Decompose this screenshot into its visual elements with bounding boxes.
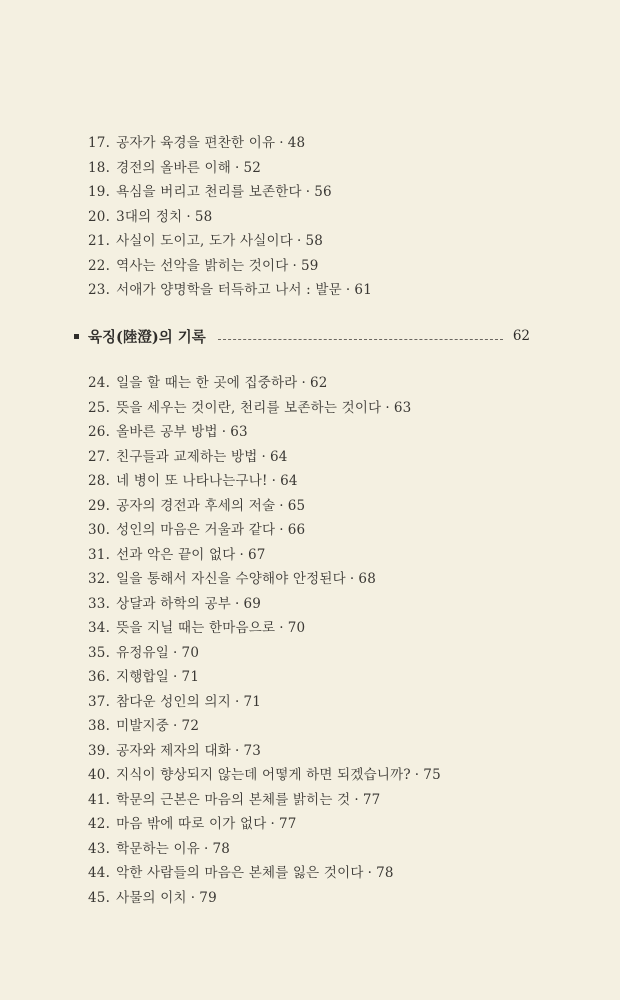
entry-number: 37. bbox=[88, 693, 111, 710]
toc-entry bbox=[88, 469, 568, 494]
entry-separator: · bbox=[221, 424, 227, 440]
entry-separator: · bbox=[204, 840, 209, 857]
entry-page: 59 bbox=[300, 257, 319, 274]
entry-title: 뜻을 세우는 것이란, 천리를 보존하는 것이다 bbox=[116, 399, 382, 416]
entry-page: 73 bbox=[243, 742, 262, 759]
toc-entry bbox=[88, 420, 568, 445]
entry-separator: · bbox=[235, 693, 240, 710]
entry-title: 공자가 육경을 편찬한 이유 bbox=[116, 135, 276, 151]
entry-number: 39. bbox=[88, 742, 111, 759]
entry-page: 48 bbox=[287, 135, 306, 151]
entry-separator: · bbox=[235, 595, 240, 612]
entry-title: 지행합일 bbox=[116, 669, 170, 685]
entry-separator: · bbox=[279, 497, 284, 514]
entry-separator: · bbox=[270, 816, 275, 832]
entry-title: 학문하는 이유 bbox=[116, 840, 201, 857]
entry-number: 26. bbox=[88, 424, 111, 440]
entry-page: 71 bbox=[181, 669, 200, 685]
entry-page: 65 bbox=[287, 497, 306, 514]
toc-list-top bbox=[88, 131, 568, 303]
toc-entry bbox=[88, 180, 568, 205]
toc-entry bbox=[88, 567, 568, 592]
entry-title: 3대의 정치 bbox=[116, 208, 183, 225]
entry-title: 선과 악은 끝이 없다 bbox=[116, 546, 236, 563]
entry-number: 36. bbox=[88, 669, 111, 685]
toc-entry bbox=[88, 254, 568, 279]
section-page: 62 bbox=[512, 328, 530, 344]
entry-page: 64 bbox=[269, 448, 288, 465]
entry-page: 56 bbox=[314, 184, 332, 200]
entry-number: 32. bbox=[88, 571, 111, 587]
entry-title: 경전의 올바른 이해 bbox=[116, 159, 231, 176]
entry-page: 61 bbox=[354, 282, 372, 298]
toc-entry bbox=[88, 592, 568, 617]
entry-page: 58 bbox=[194, 208, 213, 225]
toc-entry bbox=[88, 494, 568, 519]
entry-page: 71 bbox=[243, 693, 262, 710]
dot-leader bbox=[218, 339, 503, 340]
toc-entry bbox=[88, 739, 568, 764]
entry-number: 19. bbox=[88, 184, 111, 200]
entry-separator: · bbox=[235, 742, 240, 759]
toc-entry bbox=[88, 714, 568, 739]
entry-number: 43. bbox=[88, 840, 111, 857]
entry-separator: · bbox=[354, 791, 359, 808]
entry-page: 78 bbox=[212, 840, 231, 857]
entry-page: 58 bbox=[305, 233, 324, 249]
entry-page: 77 bbox=[362, 791, 381, 808]
toc-entry bbox=[88, 788, 568, 813]
toc-entry bbox=[88, 445, 568, 470]
entry-number: 23. bbox=[88, 282, 111, 298]
entry-title: 성인의 마음은 거울과 같다 bbox=[116, 522, 276, 538]
toc-entry bbox=[88, 278, 568, 303]
entry-number: 40. bbox=[88, 767, 111, 783]
toc-entry bbox=[88, 229, 568, 254]
entry-separator: · bbox=[279, 135, 284, 151]
entry-number: 20. bbox=[88, 208, 111, 225]
toc-entry bbox=[88, 763, 568, 788]
entry-title: 미발지중 bbox=[116, 718, 170, 734]
entry-separator: · bbox=[279, 522, 284, 538]
entry-number: 29. bbox=[88, 497, 111, 514]
entry-separator: · bbox=[173, 669, 178, 685]
entry-page: 70 bbox=[287, 620, 306, 636]
entry-title: 욕심을 버리고 천리를 보존한다 bbox=[116, 184, 302, 200]
entry-number: 28. bbox=[88, 473, 111, 489]
entry-separator: · bbox=[186, 208, 191, 225]
entry-title: 상달과 하학의 공부 bbox=[116, 595, 231, 612]
entry-separator: · bbox=[292, 257, 297, 274]
entry-title: 일을 할 때는 한 곳에 집중하라 bbox=[116, 375, 298, 391]
entry-title: 서애가 양명학을 터득하고 나서 : 발문 bbox=[116, 282, 342, 298]
entry-title: 친구들과 교제하는 방법 bbox=[116, 448, 258, 465]
entry-title: 올바른 공부 방법 bbox=[116, 424, 218, 440]
section-bullet-icon bbox=[74, 334, 79, 339]
entry-page: 63 bbox=[393, 399, 412, 416]
entry-separator: · bbox=[296, 233, 302, 249]
entry-number: 35. bbox=[88, 644, 111, 661]
entry-number: 22. bbox=[88, 257, 111, 274]
entry-number: 34. bbox=[88, 620, 111, 636]
entry-page: 63 bbox=[230, 424, 248, 440]
entry-separator: · bbox=[235, 159, 240, 176]
entry-page: 75 bbox=[423, 767, 441, 783]
toc-entry bbox=[88, 518, 568, 543]
entry-number: 33. bbox=[88, 595, 111, 612]
entry-number: 41. bbox=[88, 791, 111, 808]
entry-number: 18. bbox=[88, 159, 111, 176]
entry-separator: · bbox=[305, 184, 311, 200]
entry-title: 지식이 향상되지 않는데 어떻게 하면 되겠습니까? bbox=[116, 767, 411, 783]
entry-number: 27. bbox=[88, 448, 111, 465]
entry-number: 31. bbox=[88, 546, 111, 563]
toc-entry bbox=[88, 371, 568, 396]
entry-page: 78 bbox=[376, 865, 394, 881]
toc-entry bbox=[88, 641, 568, 666]
entry-separator: · bbox=[301, 375, 306, 391]
entry-page: 70 bbox=[181, 644, 200, 661]
toc-entry bbox=[88, 812, 568, 837]
toc-entry bbox=[88, 837, 568, 862]
toc-entry bbox=[88, 131, 568, 156]
toc-entry bbox=[88, 396, 568, 421]
entry-page: 62 bbox=[309, 375, 328, 391]
entry-number: 45. bbox=[88, 889, 111, 906]
entry-separator: · bbox=[173, 644, 178, 661]
entry-number: 44. bbox=[88, 865, 111, 881]
entry-title: 학문의 근본은 마음의 본체를 밝히는 것 bbox=[116, 791, 351, 808]
entry-title: 역사는 선악을 밝히는 것이다 bbox=[116, 257, 289, 274]
entry-separator: · bbox=[349, 571, 355, 587]
entry-number: 38. bbox=[88, 718, 111, 734]
toc-entry bbox=[88, 616, 568, 641]
entry-page: 52 bbox=[243, 159, 262, 176]
entry-title: 악한 사람들의 마음은 본체를 잃은 것이다 bbox=[116, 865, 364, 881]
toc-entry bbox=[88, 690, 568, 715]
entry-title: 공자와 제자의 대화 bbox=[116, 742, 231, 759]
entry-page: 79 bbox=[199, 889, 217, 906]
entry-page: 67 bbox=[247, 546, 266, 563]
entry-number: 24. bbox=[88, 375, 111, 391]
entry-separator: · bbox=[345, 282, 351, 298]
entry-title: 마음 밖에 따로 이가 없다 bbox=[116, 816, 267, 832]
toc-entry bbox=[88, 205, 568, 230]
toc-entry bbox=[88, 665, 568, 690]
entry-separator: · bbox=[385, 399, 390, 416]
entry-page: 64 bbox=[280, 473, 298, 489]
entry-separator: · bbox=[173, 718, 178, 734]
entry-title: 사물의 이치 bbox=[116, 889, 187, 906]
entry-title: 사실이 도이고, 도가 사실이다 bbox=[116, 233, 293, 249]
toc-entry bbox=[88, 543, 568, 568]
entry-separator: · bbox=[367, 865, 373, 881]
entry-page: 77 bbox=[278, 816, 297, 832]
entry-page: 69 bbox=[243, 595, 262, 612]
entry-title: 유정유일 bbox=[116, 644, 170, 661]
entry-title: 네 병이 또 나타나는구나! bbox=[116, 473, 268, 489]
toc-entry bbox=[88, 886, 568, 911]
toc-entry bbox=[88, 861, 568, 886]
section-heading bbox=[74, 324, 530, 348]
entry-number: 30. bbox=[88, 522, 111, 538]
entry-separator: · bbox=[239, 546, 244, 563]
entry-page: 66 bbox=[287, 522, 306, 538]
entry-separator: · bbox=[261, 448, 266, 465]
entry-number: 21. bbox=[88, 233, 111, 249]
toc-list-bottom bbox=[88, 371, 568, 910]
entry-title: 뜻을 지닐 때는 한마음으로 bbox=[116, 620, 276, 636]
entry-title: 공자의 경전과 후세의 저술 bbox=[116, 497, 276, 514]
entry-title: 참다운 성인의 의지 bbox=[116, 693, 231, 710]
entry-page: 68 bbox=[358, 571, 376, 587]
entry-title: 일을 통해서 자신을 수양해야 안정된다 bbox=[116, 571, 346, 587]
entry-page: 72 bbox=[181, 718, 200, 734]
entry-separator: · bbox=[414, 767, 420, 783]
entry-number: 42. bbox=[88, 816, 111, 832]
entry-separator: · bbox=[190, 889, 196, 906]
entry-separator: · bbox=[271, 473, 277, 489]
entry-separator: · bbox=[279, 620, 284, 636]
toc-entry bbox=[88, 156, 568, 181]
section-title: 육징(陸澄)의 기록 bbox=[88, 328, 206, 346]
entry-number: 17. bbox=[88, 135, 111, 151]
entry-number: 25. bbox=[88, 399, 111, 416]
